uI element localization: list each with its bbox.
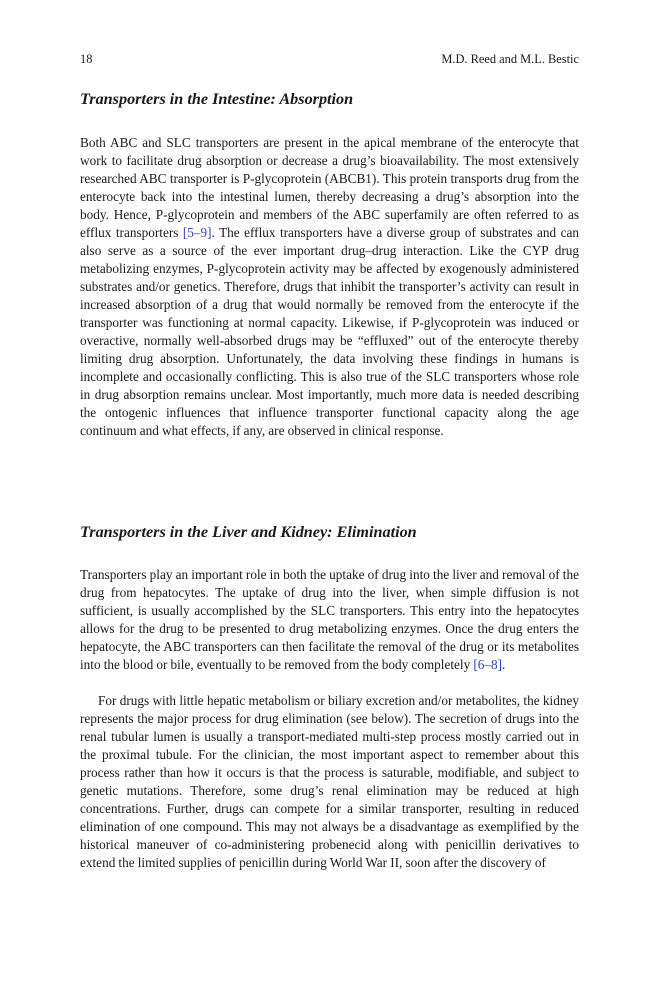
paragraph-kidney-elimination: For drugs with little hepatic metabolism or biliary excretion and/or metabolites, the kidney represents the major process for drug elimination (see below). The secretion of drugs into the renal tubular lumen is usually a transport-mediated multi-step process mostly carried out in the proximal tubule. For the clinician, the most important aspect to remember about this process rather than how it occurs is that the process is saturable, modifiable, and subject to genetic mutations. Therefore, some drug’s renal elimination may be reduced at high concentrations. Further, drugs can compete for a similar transporter, resulting in reduced elimination of one compound. This may not always be a disadvantage as exemplified by the historical maneuver of co-administering probenecid along with penicillin derivatives to extend the limited supplies of penicillin during World War II, soon after the discovery of [80, 693, 579, 870]
paragraph-text: . The efflux transporters have a diverse group of substrates and can also serve as a source of the ever important drug–drug interaction. Like the CYP drug metabolizing enzymes, P-glycoprotein activity may be affected by exogenously administered substrates and/or genetics. Therefore, drugs that inhibit the transporter’s activity can result in increased absorption of a drug that would normally be removed from the enterocyte if the transporter was functioning at normal capacity. Likewise, if P-glycoprotein was induced or overactive, normally well-absorbed drugs may be “effluxed” out of the enterocyte thereby limiting drug absorption. Unfortunately, the data involving these findings in humans is incomplete and occasionally conflicting. This is also true of the SLC transporters whose role in drug absorption remains unclear. Most importantly, much more data is needed describing the ontogenic influences that influence transporter functional capacity along the age continuum and what effects, if any, are observed in clinical response. [80, 225, 579, 438]
paragraph-text: . [502, 657, 506, 672]
paragraph-text: Transporters play an important role in both the uptake of drug into the liver and removal of the drug from hepatocytes. The uptake of drug into the liver, when simple diffusion is not sufficient, is usually accomplished by the SLC transporters. This entry into the hepatocytes allows for the drug to be presented to drug metabolizing enzymes. Once the drug enters the hepatocyte, the ABC transporters can then facilitate the removal of the drug or its metabolites into the blood or bile, eventually to be removed from the body completely [80, 567, 579, 672]
section-title-liver-kidney: Transporters in the Liver and Kidney: Elimination [80, 523, 417, 541]
paragraph-intestine-absorption [80, 134, 579, 440]
page-header [80, 51, 579, 67]
paragraph-text: Both ABC and SLC transporters are present in the apical membrane of the enterocyte that work to facilitate drug absorption or decrease a drug’s bioavailability. The most extensively researched ABC transporter is P-glycoprotein (ABCB1). This protein transports drug from the enterocyte back into the intestinal lumen, thereby decreasing a drug’s absorption into the body. Hence, P-glycoprotein and members of the ABC superfamily are often referred to as efflux transporters [80, 135, 579, 240]
running-head: M.D. Reed and M.L. Bestic [441, 52, 579, 66]
section-title-intestine: Transporters in the Intestine: Absorption [80, 90, 354, 108]
citation-link[interactable]: [6–8] [473, 657, 503, 672]
paragraph-liver-elimination [80, 566, 579, 674]
page-number: 18 [80, 52, 93, 66]
citation-link[interactable]: [5–9] [182, 225, 212, 240]
